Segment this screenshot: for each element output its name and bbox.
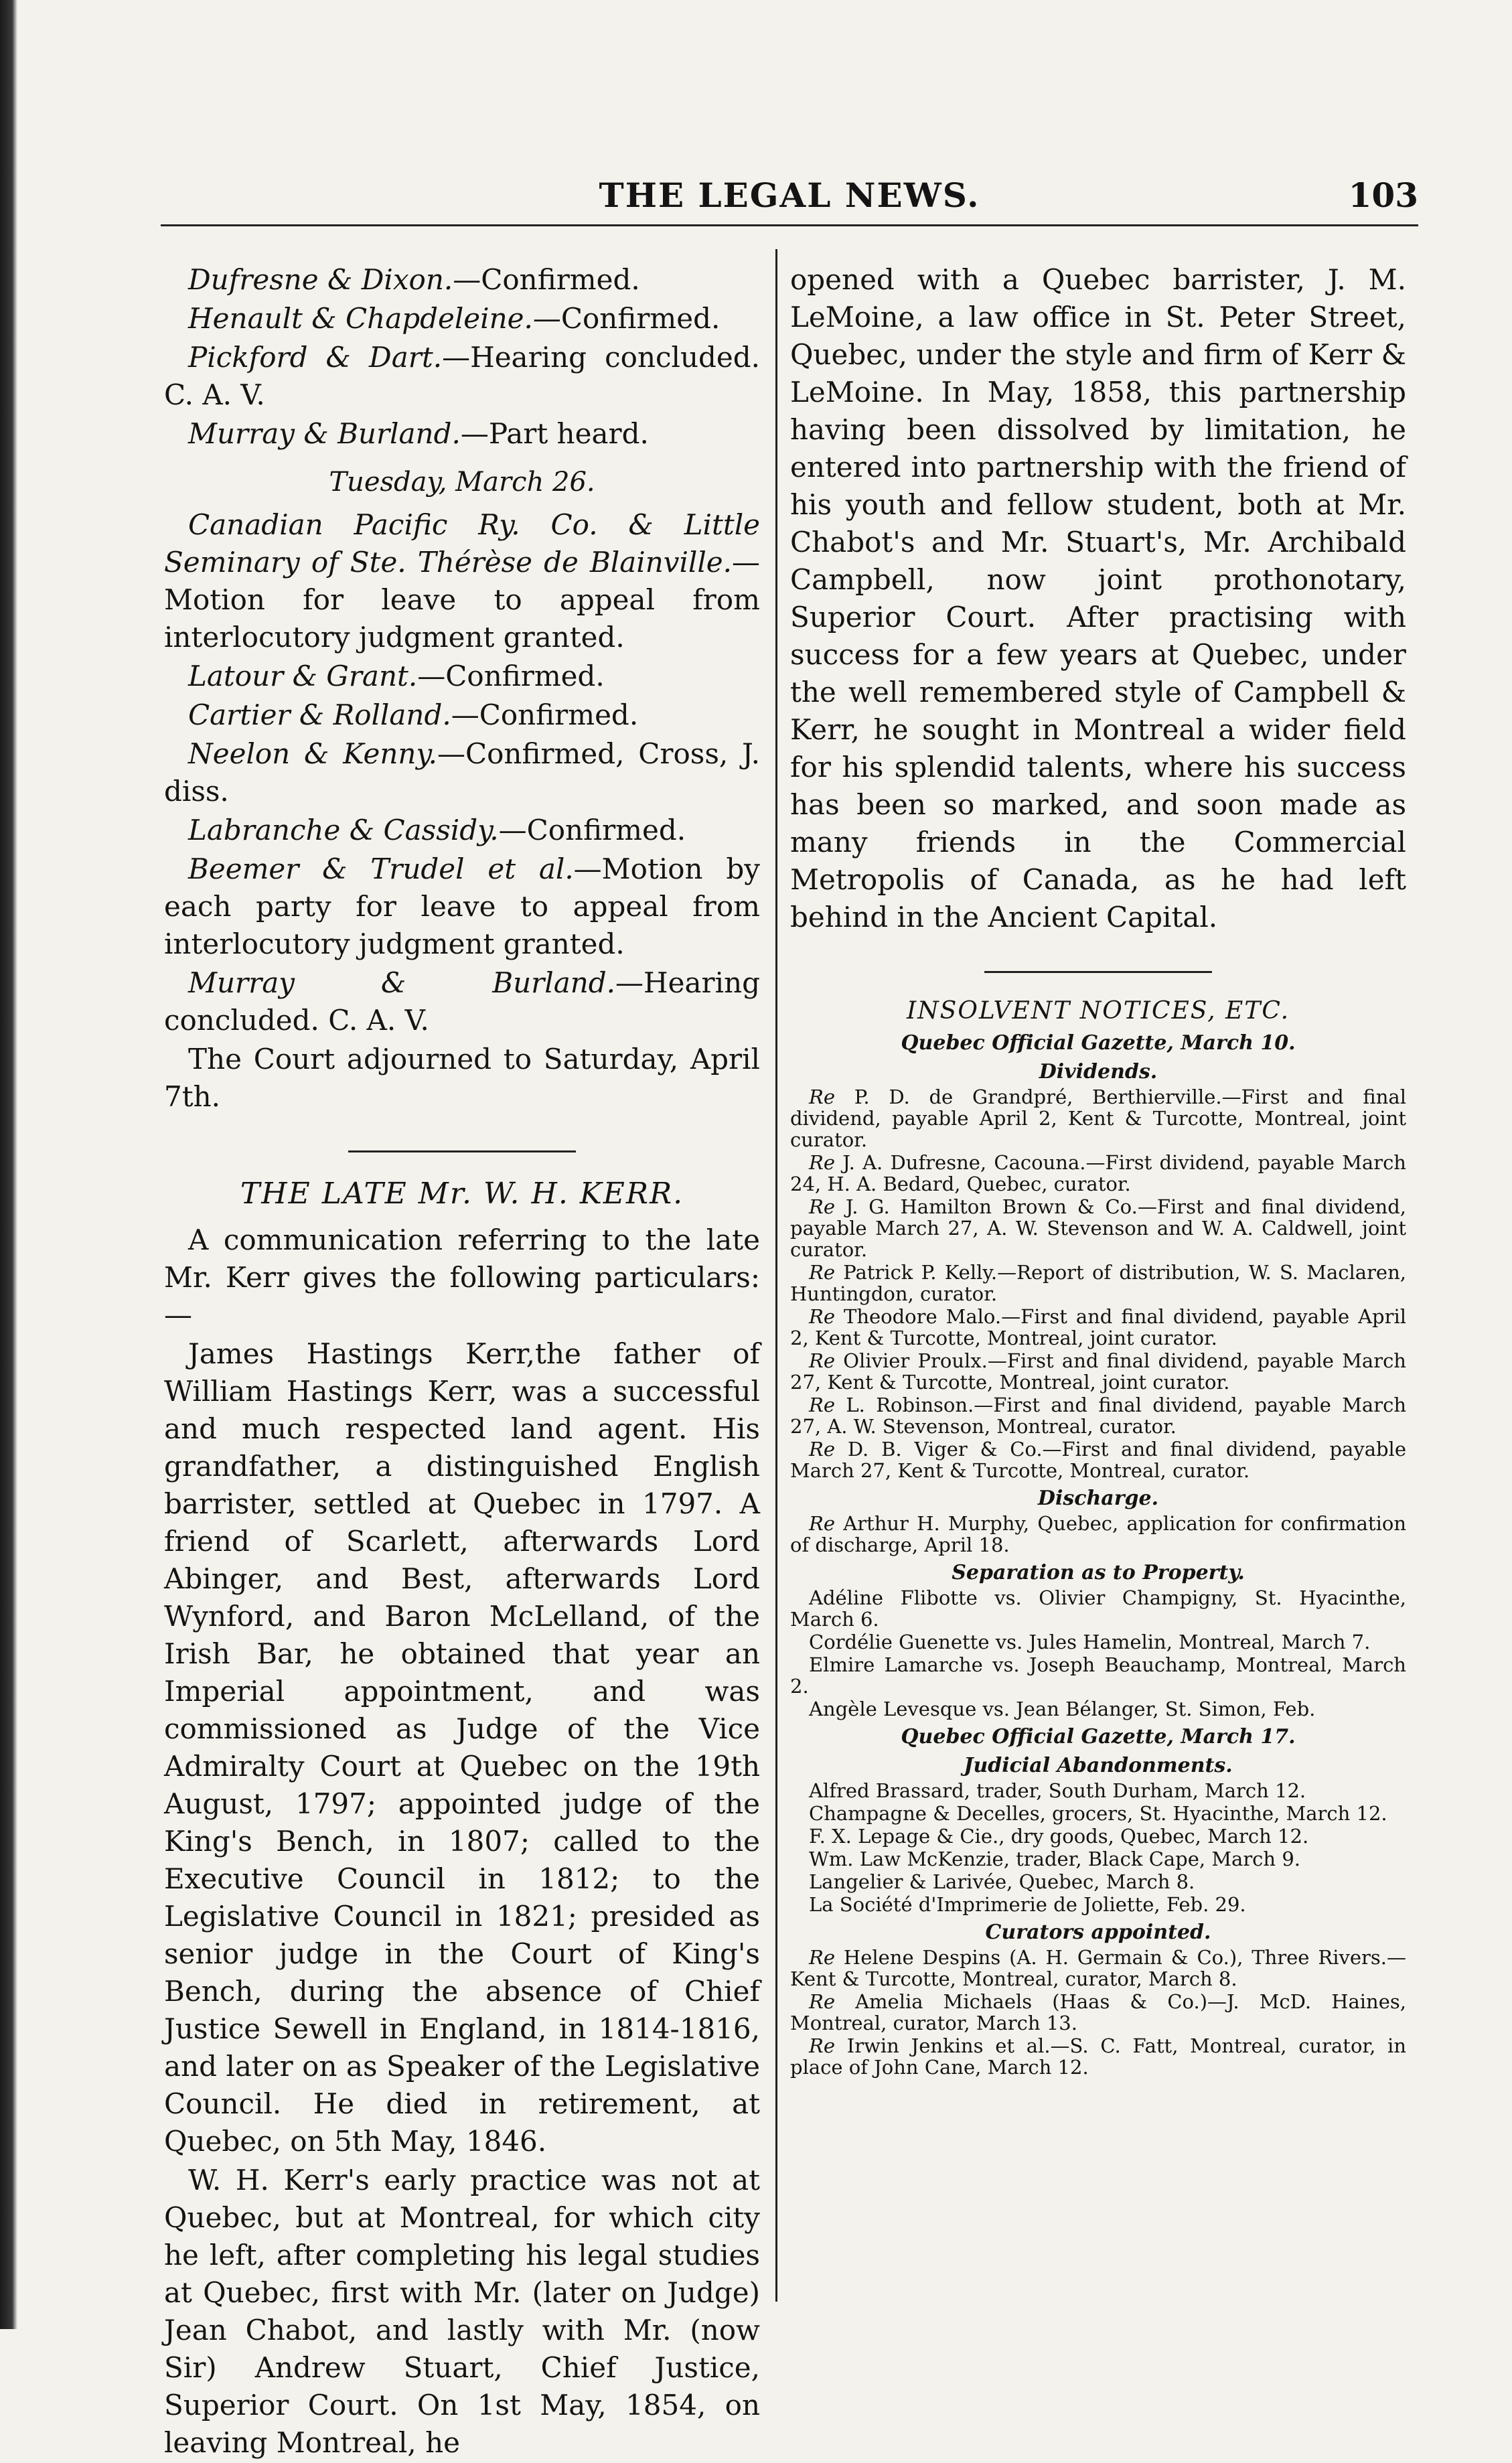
notice-item: Re Olivier Proulx.—First and final dividend, payable March 27, Kent & Turcotte, Montreal, joint curator.: [790, 1349, 1406, 1394]
notice-item: Angèle Levesque vs. Jean Bélanger, St. Simon, Feb.: [809, 1698, 1316, 1720]
notice-item: Adéline Flibotte vs. Olivier Champigny, St. Hyacinthe, March 6.: [790, 1586, 1406, 1631]
header-rule: [161, 224, 1418, 226]
notice-item: Re J. A. Dufresne, Cacouna.—First dividend, payable March 24, H. A. Bedard, Quebec, curator.: [790, 1151, 1406, 1195]
abandonments-heading: Judicial Abandonments.: [964, 1754, 1233, 1777]
notice-item: Re Amelia Michaels (Haas & Co.)—J. McD. Haines, Montreal, curator, March 13.: [790, 1990, 1406, 2034]
notice-item: Re D. B. Viger & Co.—First and final dividend, payable March 27, Kent & Turcotte, Montreal, curator.: [790, 1438, 1406, 1482]
notice-item: Re Theodore Malo.—First and final dividend, payable April 2, Kent & Turcotte, Montreal, joint curator.: [790, 1305, 1406, 1349]
section-rule: [348, 1150, 576, 1152]
court-entry: Murray & Burland.—Part heard.: [188, 417, 649, 450]
date-heading: Tuesday, March 26.: [329, 467, 595, 498]
journal-title: THE LEGAL NEWS.: [599, 175, 980, 215]
separation-heading: Separation as to Property.: [952, 1561, 1245, 1584]
court-entry: Murray & Burland.—Hearing concluded. C. A. V.: [164, 966, 760, 1037]
notice-item: La Société d'Imprimerie de Joliette, Feb. 29.: [809, 1893, 1246, 1916]
court-entry: Latour & Grant.—Confirmed.: [188, 660, 605, 692]
article-continuation: opened with a Quebec barrister, J. M. LeMoine, a law office in St. Peter Street, Quebec, under the style and firm of Kerr & LeMoine. In May, 1858, this partnership having been dissolved by limitation, he entered into partnership with the friend of his youth and fellow student, both at Mr. Chabot's and Mr. Stuart's, Mr. Archibald Campbell, now joint prothonotary, Superior Court. After practising with success for a few years at Quebec, under the well remembered style of Campbell & Kerr, he sought in Montreal a wider field for his splendid talents, where his success has been so marked, and soon made as many friends in the Commercial Metropolis of Canada, as he had left behind in the Ancient Capital.: [790, 263, 1406, 934]
page-number: 103: [1348, 175, 1418, 215]
notice-item: Champagne & Decelles, grocers, St. Hyacinthe, March 12.: [809, 1802, 1387, 1825]
notice-item: Langelier & Larivée, Quebec, March 8.: [809, 1870, 1195, 1893]
notices-title: INSOLVENT NOTICES, ETC.: [906, 997, 1290, 1025]
notice-item: Cordélie Guenette vs. Jules Hamelin, Montreal, March 7.: [809, 1631, 1371, 1653]
left-column: [164, 261, 760, 2463]
court-entry: Cartier & Rolland.—Confirmed.: [188, 698, 639, 731]
court-entry: Labranche & Cassidy.—Confirmed.: [188, 814, 686, 846]
notice-item: Re Irwin Jenkins et al.—S. C. Fatt, Montreal, curator, in place of John Cane, March 12.: [790, 2034, 1406, 2079]
notice-item: Wm. Law McKenzie, trader, Black Cape, March 9.: [809, 1848, 1300, 1870]
notice-item: Alfred Brassard, trader, South Durham, March 12.: [809, 1779, 1306, 1802]
section-rule: [984, 971, 1212, 973]
notice-item: Re P. D. de Grandpré, Berthierville.—First and final dividend, payable April 2, Kent & Turcotte, Montreal, joint curator.: [790, 1086, 1406, 1151]
dividends-heading: Dividends.: [1039, 1060, 1158, 1084]
article-paragraph: James Hastings Kerr,the father of William Hastings Kerr, was a successful and much respected land agent. His grandfather, a distinguished English barrister, settled at Quebec in 1797. A friend of Scarlett, afterwards Lord Abinger, and Best, afterwards Lord Wynford, and Baron McLelland, of the Irish Bar, he obtained that year an Imperial appointment, and was commissioned as Judge of the Vice Admiralty Court at Quebec on the 19th August, 1797; appointed judge of the King's Bench, in 1807; called to the Executive Council in 1812; to the Legislative Council in 1821; presided as senior judge in the Court of King's Bench, during the absence of Chief Justice Sewell in England, in 1814-1816, and later on as Speaker of the Legislative Council. He died in retirement, at Quebec, on 5th May, 1846.: [164, 1337, 760, 2158]
curators-heading: Curators appointed.: [985, 1921, 1211, 1944]
column-divider: [775, 249, 777, 2302]
court-entry: Canadian Pacific Ry. Co. & Little Seminary of Ste. Thérèse de Blainville.—Motion for leave to appeal from interlocutory judgment granted.: [164, 508, 760, 654]
court-entry: Beemer & Trudel et al.—Motion by each party for leave to appeal from interlocutory judgment granted.: [164, 852, 760, 960]
notice-item: Re Helene Despins (A. H. Germain & Co.), Three Rivers.—Kent & Turcotte, Montreal, curator, March 8.: [790, 1946, 1406, 1990]
notice-item: F. X. Lepage & Cie., dry goods, Quebec, March 12.: [809, 1825, 1309, 1848]
article-paragraph: A communication referring to the late Mr. Kerr gives the following particulars:—: [164, 1223, 760, 1331]
notice-item: Re J. G. Hamilton Brown & Co.—First and final dividend, payable March 27, A. W. Stevenson and W. A. Caldwell, joint curator.: [790, 1195, 1406, 1261]
discharge-heading: Discharge.: [1037, 1487, 1159, 1510]
gazette-heading: Quebec Official Gazette, March 17.: [901, 1725, 1296, 1748]
court-entry: Pickford & Dart.—Hearing concluded. C. A. V.: [164, 341, 760, 411]
notice-item: Re Arthur H. Murphy, Quebec, application for confirmation of discharge, April 18.: [790, 1512, 1406, 1556]
adjournment-note: The Court adjourned to Saturday, April 7th.: [164, 1043, 760, 1113]
article-title: THE LATE Mr. W. H. KERR.: [240, 1177, 684, 1211]
gazette-heading: Quebec Official Gazette, March 10.: [901, 1031, 1296, 1055]
notice-item: Re L. Robinson.—First and final dividend, payable March 27, A. W. Stevenson, Montreal, curator.: [790, 1394, 1406, 1438]
court-entry: Dufresne & Dixon.—Confirmed.: [188, 263, 640, 296]
notice-item: Elmire Lamarche vs. Joseph Beauchamp, Montreal, March 2.: [790, 1653, 1406, 1698]
court-entry: Neelon & Kenny.—Confirmed, Cross, J. diss.: [164, 737, 760, 808]
court-entry: Henault & Chapdeleine.—Confirmed.: [188, 302, 721, 335]
article-paragraph: W. H. Kerr's early practice was not at Quebec, but at Montreal, for which city he left, after completing his legal studies at Quebec, first with Mr. (later on Judge) Jean Chabot, and lastly with Mr. (now Sir) Andrew Stuart, Chief Justice, Superior Court. On 1st May, 1854, on leaving Montreal, he: [164, 2164, 760, 2459]
page-binding-edge: [0, 0, 17, 2329]
page-header: [161, 175, 1418, 222]
right-column: [790, 261, 1406, 2079]
notice-item: Re Patrick P. Kelly.—Report of distribution, W. S. Maclaren, Huntingdon, curator.: [790, 1261, 1406, 1305]
